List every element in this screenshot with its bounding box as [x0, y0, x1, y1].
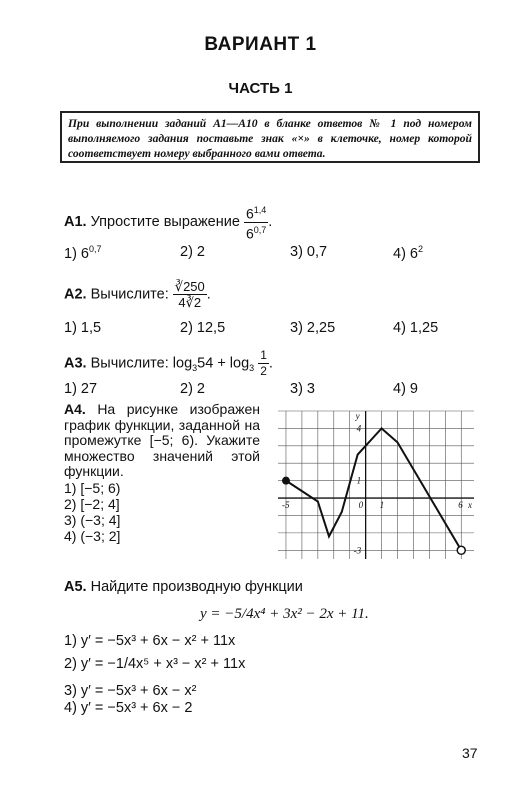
question-text: На рисунке изображен график функции, заданной на промежутке [−5; 6). Укажите множество значений этой функции.: [64, 401, 260, 479]
page-number: 37: [462, 745, 478, 761]
question-a4: [64, 402, 260, 480]
function-curve: [286, 428, 461, 550]
option[interactable]: 2) y′ = −1/4x⁵ + x³ − x² + 11x: [64, 656, 246, 672]
question-text: Упростите выражение: [90, 213, 240, 230]
fraction: $\frac{1}{2}$: [260, 348, 267, 378]
option[interactable]: 1) 27: [64, 381, 98, 397]
a4-options: [64, 480, 120, 544]
start-point-filled: [282, 477, 290, 485]
option[interactable]: 3) 0,7: [290, 244, 328, 260]
option[interactable]: 3) 2,25: [290, 320, 336, 336]
x-tick-label: -5: [281, 500, 290, 511]
y-tick-label: 1: [356, 475, 362, 486]
x-axis-label: x: [468, 500, 472, 511]
option[interactable]: 4) $6^2$: [393, 244, 424, 262]
x-tick-label: 0: [358, 500, 364, 511]
option[interactable]: 4) y′ = −5x³ + 6x − 2: [64, 700, 193, 716]
option[interactable]: 1) 6$^{0,7}$: [64, 244, 102, 262]
option[interactable]: 3) y′ = −5x³ + 6x − x²: [64, 683, 197, 699]
y-tick-label: -3: [353, 545, 362, 556]
option[interactable]: 2) 2: [180, 244, 205, 260]
option[interactable]: 3) (−3; 4]: [64, 512, 121, 528]
question-label: А1.: [64, 213, 87, 230]
y-axis-label: y: [355, 411, 360, 421]
end-point-open: [457, 546, 465, 554]
instruction-box: При выполнении заданий А1—А10 в бланке ответов № 1 под номером выполняемого задания поставьте знак «×» в клеточке, номер которой соответствует номеру выбранного вами ответа.: [60, 111, 480, 163]
function-graph: [272, 405, 480, 565]
function-expression: y = −5/4x⁴ + 3x² − 2x + 11.: [200, 606, 369, 622]
question-a5: [64, 579, 303, 595]
option[interactable]: 1) 1,5: [64, 320, 102, 336]
question-label: А5.: [64, 579, 87, 595]
question-label: А4.: [64, 401, 86, 417]
x-tick-label: 1: [379, 500, 385, 511]
question-text: Вычислите:: [90, 286, 169, 303]
option[interactable]: 2) 2: [180, 381, 205, 397]
question-a2: А2. Вычислите: $\frac{∛250}{4∛2}$ .: [64, 279, 211, 310]
option[interactable]: 4) (−3; 2]: [64, 528, 121, 544]
question-label: А3.: [64, 355, 87, 372]
option[interactable]: 3) 3: [290, 381, 315, 397]
question-label: А2.: [64, 286, 87, 303]
option[interactable]: 1) [−5; 6): [64, 480, 121, 496]
question-a3: А3. Вычислите: $\log_354 + \log_3$ $\frac{1}{2}$ .: [64, 348, 273, 378]
x-tick-label: 6: [458, 500, 463, 511]
option[interactable]: 1) y′ = −5x³ + 6x − x² + 11x: [64, 633, 236, 649]
option[interactable]: 4) 1,25: [393, 320, 439, 336]
fraction: $\frac{6^{1,4}}{6^{0,7}}$: [245, 205, 267, 242]
option[interactable]: 2) [−2; 4]: [64, 496, 120, 512]
question-text: Найдите производную функции: [90, 579, 303, 595]
option[interactable]: 2) 12,5: [180, 320, 226, 336]
y-tick-label: 4: [356, 423, 362, 434]
page-title: ВАРИАНТ 1: [204, 34, 317, 55]
option[interactable]: 4) 9: [393, 381, 418, 397]
question-a1: А1. Упростите выражение $\frac{6^{1,4}}{6^{0,7}}$ .: [64, 205, 273, 242]
question-text: Вычислите:: [90, 355, 169, 372]
fraction: $\frac{∛250}{4∛2}$: [174, 279, 205, 310]
part-title: ЧАСТЬ 1: [228, 80, 293, 97]
